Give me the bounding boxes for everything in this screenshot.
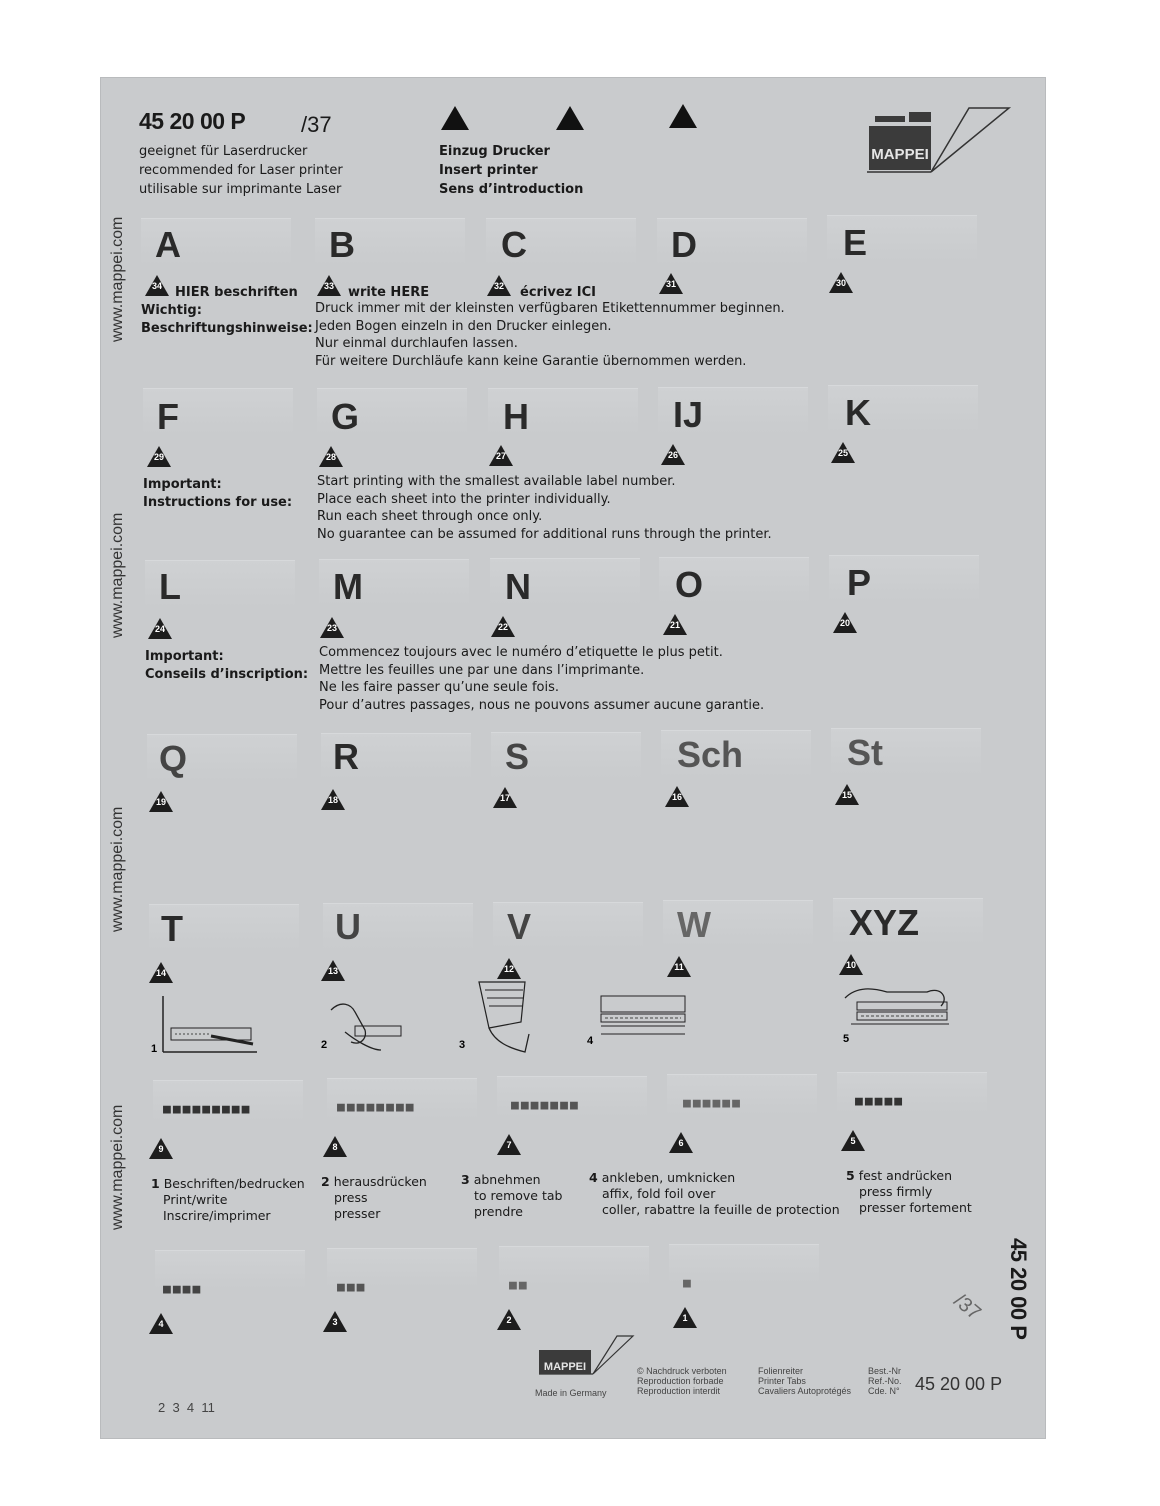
instruction-line: Pour d’autres passages, nous ne pouvons assumer aucune garantie. xyxy=(319,697,765,713)
product-line: Printer Tabs xyxy=(758,1376,806,1386)
ink-test-marks: ■■■ xyxy=(337,1280,367,1295)
number-triangle-icon xyxy=(659,273,683,294)
ink-test-marks: ■■■■■■■■ xyxy=(337,1100,416,1115)
label-number: 5 xyxy=(850,1136,856,1146)
insert-en: Insert printer xyxy=(439,163,538,178)
suitability-block xyxy=(139,142,343,199)
label-number: 24 xyxy=(154,624,165,634)
label-number: 8 xyxy=(332,1142,338,1152)
number-triangle-icon xyxy=(669,1132,693,1153)
label-number: 12 xyxy=(503,964,514,974)
label-sheet xyxy=(101,78,1045,1438)
insert-de: Einzug Drucker xyxy=(439,144,550,159)
number-triangle-icon xyxy=(491,616,515,637)
tab-letter: D xyxy=(671,224,697,265)
step-number: 1 xyxy=(151,1176,160,1191)
page-sequence: 2 3 4 11 xyxy=(158,1400,215,1415)
label-number: 6 xyxy=(678,1138,684,1148)
label-number: 23 xyxy=(326,623,337,633)
ink-test-marks: ■■■■■■■ xyxy=(511,1098,580,1113)
ink-test-marks: ■■■■■ xyxy=(855,1094,905,1109)
made-in-germany: Made in Germany xyxy=(535,1388,607,1398)
tab-letter: B xyxy=(329,224,355,265)
caption-line: to remove tab xyxy=(474,1188,563,1203)
step-number: 3 xyxy=(459,1039,466,1051)
caption-line: Beschriften/bedrucken xyxy=(163,1176,305,1191)
tab-letter: U xyxy=(335,906,361,947)
write-here-fr: écrivez ICI xyxy=(520,285,596,300)
ink-test-marks: ■ xyxy=(683,1276,693,1291)
label-number: 25 xyxy=(837,448,848,458)
instruction-line: Ne les faire passer qu’une seule fois. xyxy=(319,680,559,695)
step-caption-2 xyxy=(321,1174,427,1222)
caption-line: herausdrücken xyxy=(333,1174,427,1189)
label-number: 31 xyxy=(665,279,676,289)
insert-block xyxy=(439,142,583,199)
label-number: 20 xyxy=(839,618,850,628)
number-triangle-icon xyxy=(665,786,689,807)
label-number: 2 xyxy=(506,1315,512,1325)
website-vertical: www.mappei.com xyxy=(109,216,126,342)
step-caption-3 xyxy=(461,1172,562,1220)
step-2-illustration xyxy=(321,990,431,1060)
product-code: 45 20 00 P xyxy=(139,108,246,134)
tab-letter: Sch xyxy=(677,734,744,775)
instruction-line: Mettre les feuilles une par une dans l’imprimante. xyxy=(319,662,645,678)
tab-letter: E xyxy=(843,222,868,263)
website-vertical: www.mappei.com xyxy=(109,1104,126,1230)
ref-label: Best.-Nr xyxy=(868,1366,902,1376)
caption-line: press firmly xyxy=(859,1184,933,1199)
insert-arrow-icon xyxy=(556,106,584,130)
footer-ref-code: 45 20 00 P xyxy=(915,1374,1003,1394)
label-number: 30 xyxy=(835,278,846,288)
step-number: 4 xyxy=(589,1170,598,1185)
step-4-illustration xyxy=(585,986,695,1052)
copyright-line: Reproduction forbade xyxy=(637,1376,724,1386)
tab-letter: W xyxy=(677,904,711,945)
copyright-notice xyxy=(637,1366,727,1396)
step-number: 1 xyxy=(151,1043,158,1055)
number-triangle-icon xyxy=(497,1134,521,1155)
website-vertical: www.mappei.com xyxy=(109,806,126,932)
instruction-line: Für weitere Durchläufe kann keine Garantie übernommen werden. xyxy=(315,353,747,369)
tab-letter: V xyxy=(507,906,532,947)
step-3-illustration xyxy=(459,978,559,1062)
number-triangle-icon xyxy=(319,446,343,467)
instruction-line: Run each sheet through once only. xyxy=(317,509,543,524)
tab-letter: L xyxy=(159,566,181,607)
number-triangle-icon xyxy=(149,1138,173,1159)
side-product-code xyxy=(1005,1238,1031,1339)
number-triangle-icon xyxy=(493,787,517,808)
side-suffix: /37 xyxy=(949,1289,985,1325)
mappei-logo-graphic xyxy=(861,102,1016,182)
number-triangle-icon xyxy=(841,1130,865,1151)
number-triangle-icon xyxy=(663,614,687,635)
write-here-de: HIER beschriften xyxy=(175,285,298,300)
number-triangle-icon xyxy=(667,956,691,977)
step-number: 5 xyxy=(843,1033,850,1045)
label-number: 17 xyxy=(499,793,510,803)
label-number: 33 xyxy=(323,281,334,291)
step-1-illustration xyxy=(149,988,269,1058)
tab-letter: F xyxy=(157,396,179,437)
instructions-heading-de xyxy=(141,302,313,338)
label-number: 10 xyxy=(845,960,856,970)
caption-line: coller, rabattre la feuille de protection xyxy=(602,1202,840,1217)
ink-test-marks: ■■■■■■■■■ xyxy=(163,1102,252,1117)
caption-line: press xyxy=(334,1190,368,1205)
tab-letter: G xyxy=(331,396,360,437)
tab-letter: K xyxy=(845,392,871,433)
caption-line: presser xyxy=(334,1206,381,1221)
number-triangle-icon xyxy=(835,784,859,805)
label-number: 34 xyxy=(151,281,162,291)
insert-arrow-icon xyxy=(441,106,469,130)
number-triangle-icon xyxy=(833,612,857,633)
step-5-illustration xyxy=(837,978,957,1050)
step-number: 3 xyxy=(461,1172,470,1187)
label-number: 28 xyxy=(325,452,336,462)
number-triangle-icon xyxy=(147,446,171,467)
tab-letter: N xyxy=(505,566,531,607)
number-triangle-icon xyxy=(489,445,513,466)
copyright-line: © Nachdruck verboten xyxy=(637,1366,727,1376)
ink-test-marks: ■■ xyxy=(509,1278,529,1293)
tab-letter: T xyxy=(161,908,183,949)
step-number: 2 xyxy=(321,1039,328,1051)
ink-test-marks: ■■■■■■ xyxy=(683,1096,742,1111)
number-triangle-icon xyxy=(148,618,172,639)
tab-letter: M xyxy=(333,566,363,607)
label-number: 16 xyxy=(671,792,682,802)
ink-test-marks: ■■■■ xyxy=(163,1282,203,1297)
label-number: 13 xyxy=(327,966,338,976)
caption-line: Print/write xyxy=(163,1192,228,1207)
label-number: 9 xyxy=(158,1144,164,1154)
tab-letter: A xyxy=(155,224,181,265)
tab-letter: R xyxy=(333,736,359,777)
tab-letter: S xyxy=(505,736,530,777)
number-triangle-icon xyxy=(145,275,169,296)
number-triangle-icon xyxy=(673,1307,697,1328)
product-line: Folienreiter xyxy=(758,1366,804,1376)
instruction-line: Commencez toujours avec le numéro d’etiquette le plus petit. xyxy=(319,645,723,660)
step-caption-1 xyxy=(151,1176,305,1224)
instructions-heading-en xyxy=(143,476,292,512)
tab-letter: H xyxy=(503,396,529,437)
number-triangle-icon xyxy=(149,962,173,983)
heading-line: Important: xyxy=(143,477,222,492)
insert-arrow-icon xyxy=(669,104,697,128)
label-number: 22 xyxy=(497,622,508,632)
number-triangle-icon xyxy=(149,1313,173,1334)
label-number: 32 xyxy=(493,281,504,291)
instructions-heading-fr xyxy=(145,648,308,684)
label-number: 19 xyxy=(155,797,166,807)
step-caption-4 xyxy=(589,1170,840,1218)
instruction-line: Jeden Bogen einzeln in den Drucker einlegen. xyxy=(315,318,612,334)
number-triangle-icon xyxy=(323,1311,347,1332)
number-triangle-icon xyxy=(497,1309,521,1330)
number-triangle-icon xyxy=(487,275,511,296)
label-number: 3 xyxy=(332,1317,338,1327)
brand-logo: MAPPEI xyxy=(869,146,931,164)
label-number: 18 xyxy=(327,795,338,805)
instruction-line: Nur einmal durchlaufen lassen. xyxy=(315,336,518,351)
number-triangle-icon xyxy=(829,272,853,293)
copyright-line: Reproduction interdit xyxy=(637,1386,721,1396)
tab-letter: IJ xyxy=(673,394,704,435)
instruction-line: Place each sheet into the printer individually. xyxy=(317,491,611,507)
instructions-text-de xyxy=(315,300,785,370)
number-triangle-icon xyxy=(321,789,345,810)
label-number: 4 xyxy=(158,1319,164,1329)
step-number: 4 xyxy=(587,1035,594,1047)
step-caption-5 xyxy=(846,1168,972,1216)
label-number: 21 xyxy=(669,620,680,630)
label-number: 29 xyxy=(153,452,164,462)
caption-line: affix, fold foil over xyxy=(602,1186,716,1201)
label-number: 11 xyxy=(674,962,684,972)
label-number: 26 xyxy=(667,450,678,460)
number-triangle-icon xyxy=(149,791,173,812)
caption-line: Inscrire/imprimer xyxy=(163,1208,271,1223)
caption-line: fest andrücken xyxy=(858,1168,953,1183)
product-line: Cavaliers Autoprotégés xyxy=(758,1386,852,1396)
instructions-text-en xyxy=(317,473,772,543)
heading-line: Beschriftungshinweise: xyxy=(141,321,313,336)
caption-line: presser fortement xyxy=(859,1200,972,1215)
footer-brand-logo: MAPPEI xyxy=(539,1360,591,1374)
number-triangle-icon xyxy=(320,617,344,638)
caption-line: abnehmen xyxy=(473,1172,541,1187)
suitability-de: geeignet für Laserdrucker xyxy=(139,144,308,159)
instruction-line: Druck immer mit der kleinsten verfügbaren Etikettennummer beginnen. xyxy=(315,301,785,316)
tab-letter: Q xyxy=(159,738,188,779)
number-triangle-icon xyxy=(661,444,685,465)
instructions-text-fr xyxy=(319,644,764,714)
caption-line: ankleben, umknicken xyxy=(601,1170,736,1185)
label-number: 15 xyxy=(841,790,852,800)
label-number: 1 xyxy=(682,1313,688,1323)
heading-line: Instructions for use: xyxy=(143,495,293,510)
number-triangle-icon xyxy=(831,442,855,463)
ref-label: Cde. N° xyxy=(868,1386,900,1396)
label-number: 7 xyxy=(506,1140,512,1150)
side-code-text: 45 20 00 P xyxy=(1006,1238,1031,1340)
label-number: 27 xyxy=(495,451,506,461)
product-name xyxy=(758,1366,851,1396)
label-number: 14 xyxy=(155,968,166,978)
number-triangle-icon xyxy=(321,960,345,981)
tab-letter: XYZ xyxy=(849,902,920,943)
number-triangle-icon xyxy=(497,958,521,979)
ref-label: Ref.-No. xyxy=(868,1376,902,1386)
suitability-fr: utilisable sur imprimante Laser xyxy=(139,182,342,197)
ref-labels xyxy=(868,1366,902,1396)
number-triangle-icon xyxy=(317,275,341,296)
tab-letter: P xyxy=(847,562,872,603)
caption-line: prendre xyxy=(474,1204,523,1219)
step-number: 5 xyxy=(846,1168,855,1183)
number-triangle-icon xyxy=(839,954,863,975)
heading-line: Important: xyxy=(145,649,224,664)
product-suffix: /37 xyxy=(301,112,332,137)
heading-line: Wichtig: xyxy=(141,303,202,318)
write-here-en: write HERE xyxy=(348,285,430,300)
instruction-line: No guarantee can be assumed for additional runs through the printer. xyxy=(317,526,772,542)
website-vertical: www.mappei.com xyxy=(109,512,126,638)
insert-fr: Sens d’introduction xyxy=(439,182,584,197)
suitability-en: recommended for Laser printer xyxy=(139,163,343,178)
heading-line: Conseils d’inscription: xyxy=(145,667,309,682)
tab-letter: St xyxy=(847,732,883,773)
instruction-line: Start printing with the smallest available label number. xyxy=(317,474,676,489)
step-number: 2 xyxy=(321,1174,330,1189)
number-triangle-icon xyxy=(323,1136,347,1157)
tab-letter: O xyxy=(675,564,704,605)
tab-letter: C xyxy=(501,224,527,265)
